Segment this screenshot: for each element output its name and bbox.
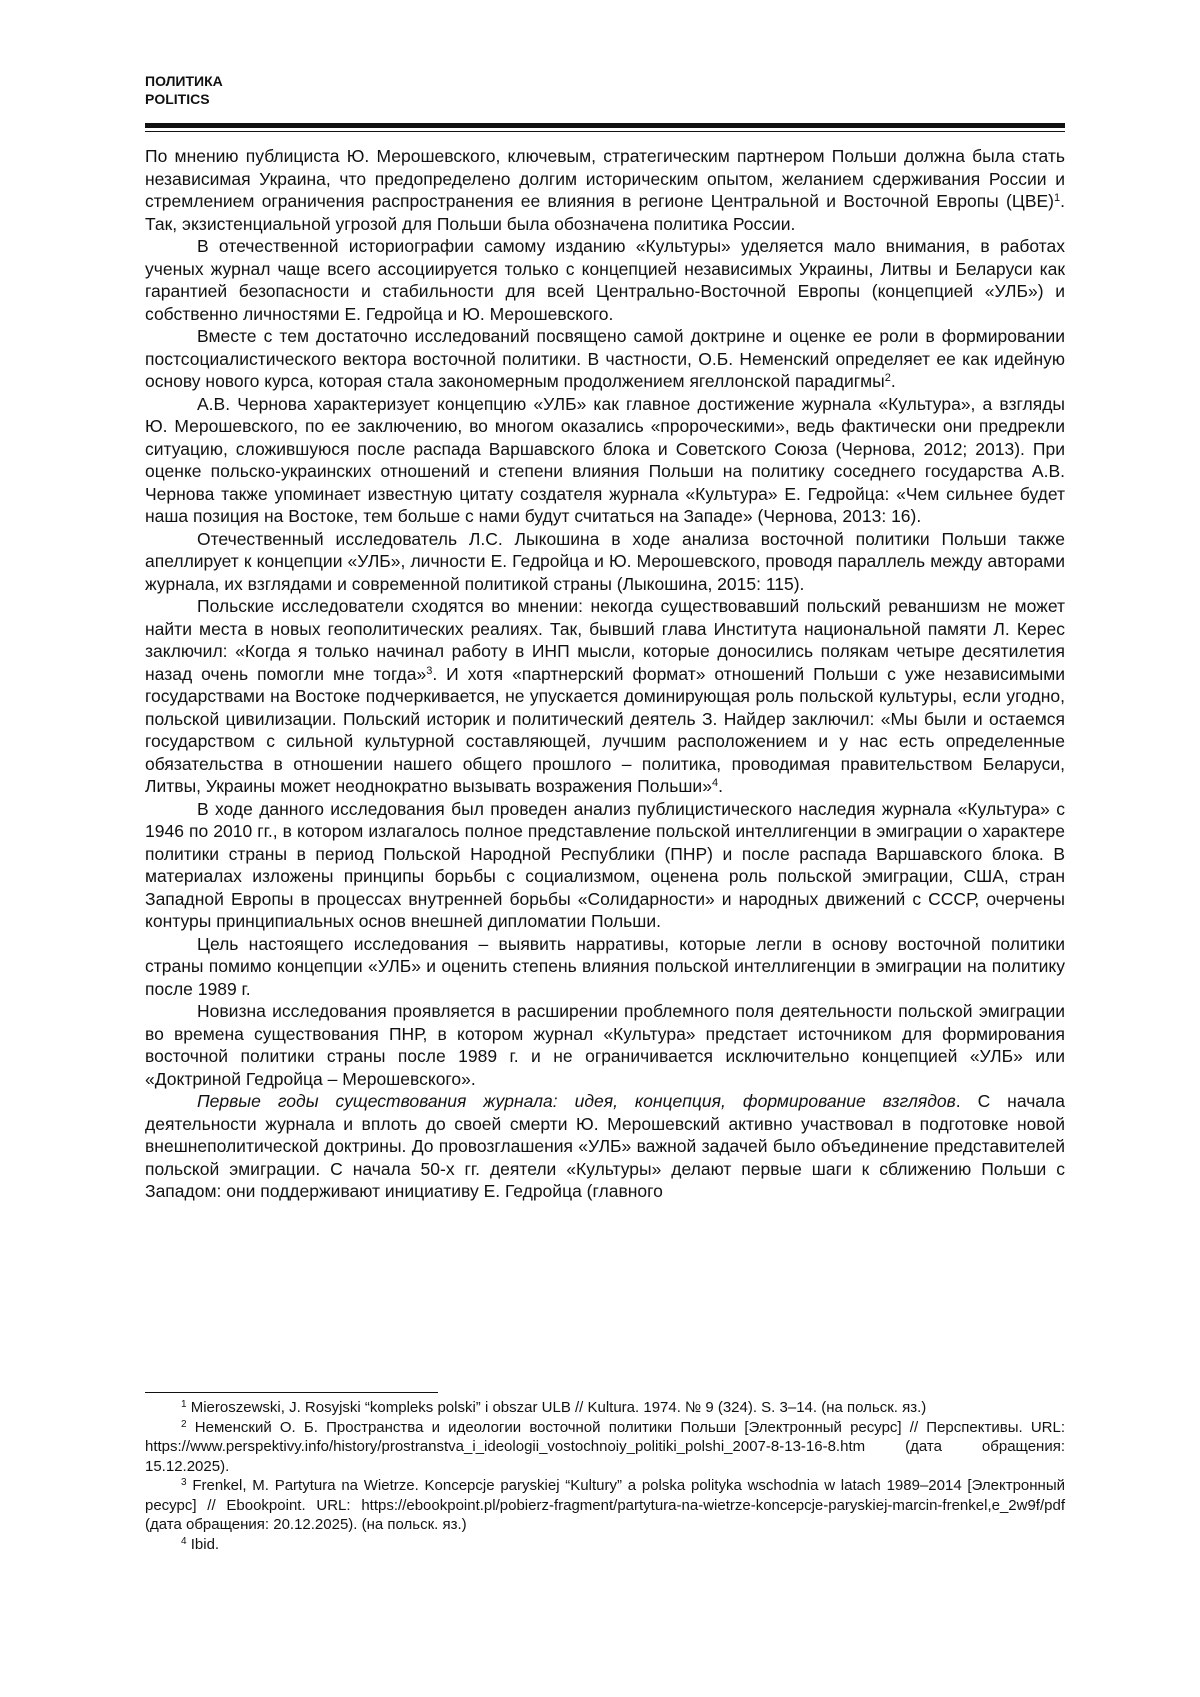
footnote-separator xyxy=(145,1392,438,1393)
paragraph: Отечественный исследователь Л.С. Лыкошина в ходе анализа восточной политики Польши также апеллирует к концепции «УЛБ», личности Е. Гедройца и Ю. Мерошевского, проводя параллель между авторами журнала, их взглядами и современной политикой страны (Лыкошина, 2015: 115). xyxy=(145,528,1065,594)
footnotes xyxy=(145,1398,1065,1554)
subsection-heading: Первые годы существования журнала: идея, концепция, формирование взглядов xyxy=(197,1091,956,1111)
footnote-number: 4 xyxy=(181,1535,187,1547)
footnote: $^3$ Frenkel, M. Partytura na Wietrze. Koncepcje paryskiej “Kultury” a polska polityka wschodnia w latach 1989–2014 [Электронный ресурс] // Ebookpoint. URL: https://ebookpoint.pl/pobierz-fragment/partytura-na-wietrze-koncepcje-paryskiej-marcin-frenkel,e_2w9f/pdf (дата обращения: 20.12.2025). (на польск. яз.) xyxy=(145,1477,1065,1533)
paragraph: По мнению публициста Ю. Мерошевского, ключевым, стратегическим партнером Польши должна была стать независимая Украина, что предопределено долгим историческим опытом, желанием сдерживания России и стремлением ограничения распространения ее влияния в регионе Центральной и Восточной Европы (ЦВЕ)$^1$. Так, экзистенциальной угрозой для Польши была обозначена политика России. xyxy=(145,146,1065,234)
header-rule-thick xyxy=(145,123,1065,128)
footnote-ref[interactable]: 1 xyxy=(1054,192,1061,204)
paragraph: В отечественной историографии самому изданию «Культуры» уделяется мало внимания, в работах ученых журнал чаще всего ассоциируется только с концепцией независимых Украины, Литвы и Беларуси как гарантией безопасности и стабильности для всей Центрально-Восточной Европы (концепцией «УЛБ») и собственно личностями Е. Гедройца и Ю. Мерошевского. xyxy=(145,236,1065,324)
section-title-ru: ПОЛИТИКА xyxy=(145,73,223,89)
footnote: $^1$ Mieroszewski, J. Rosyjski “kompleks polski” i obszar ULB // Kultura. 1974. № 9 (324). S. 3–14. (на польск. яз.) xyxy=(181,1399,927,1416)
paragraph: Новизна исследования проявляется в расширении проблемного поля деятельности польской эмиграции во времена существования ПНР, в котором журнал «Культура» предстает источником для формирования восточной политики страны после 1989 г. и не ограничивается исключительно концепцией «УЛБ» или «Доктриной Гедройца – Мерошевского». xyxy=(145,1001,1065,1089)
paragraph: Польские исследователи сходятся во мнении: некогда существовавший польский реваншизм не может найти места в новых геополитических реалиях. Так, бывший глава Института национальной памяти Л. Керес заключил: «Когда я только начинал работу в ИНП мысли, которые доносились полякам четыре десятилетия назад очень помогли мне тогда»$^3$. И хотя «партнерский формат» отношений Польши с уже независимыми государствами на Востоке подчеркивается, не упускается доминирующая роль польской культуры, если угодно, польской цивилизации. Польский историк и политический деятель З. Найдер заключил: «Мы были и остаемся государством с сильной культурной составляющей, лучшим расположением и у нас есть определенные обязательства в отношении нашего общего прошлого – политика, проводимая правительством Беларуси, Литвы, Украины может неоднократно вызывать возражения Польши»$^4$. xyxy=(145,596,1065,796)
footnote-ref[interactable]: 3 xyxy=(426,664,433,677)
footnote: $^2$ Неменский О. Б. Пространства и идеологии восточной политики Польши [Электронный ресурс] // Перспективы. URL: https://www.perspektivy.info/history/prostranstva_i_ideologii_vostochnoiy_politiki_polshi_2007-8-13-16-8.htm (дата обращения: 15.12.2025). xyxy=(145,1418,1066,1475)
footnote-number: 3 xyxy=(181,1477,187,1488)
footnote-number: 1 xyxy=(181,1399,187,1410)
paragraph: Вместе с тем достаточно исследований посвящено самой доктрине и оценке ее роли в формировании постсоциалистического вектора восточной политики. В частности, О.Б. Неменский определяет ее как идейную основу нового курса, которая стала закономерным продолжением ягеллонской парадигмы$^2$. xyxy=(145,326,1065,391)
paragraph: Цель настоящего исследования – выявить нарративы, которые легли в основу восточной политики страны помимо концепции «УЛБ» и оценить степень влияния польской интеллигенции в эмиграции на политику после 1989 г. xyxy=(145,933,1065,999)
paragraph: В ходе данного исследования был проведен анализ публицистического наследия журнала «Культура» с 1946 по 2010 гг., в котором излагалось полное представление польской интеллигенции в эмиграции о характере политики страны в период Польской Народной Республики (ПНР) и после распада Варшавского блока. В материалах изложены принципы борьбы с социализмом, оценена роль польской эмиграции, США, стран Западной Европы в процессах внутренней борьбы «Солидарности» и народных движений с СССР, очерчены контуры принципиальных основ внешней дипломатии Польши. xyxy=(145,798,1065,931)
footnote-number: 2 xyxy=(181,1418,187,1430)
running-head xyxy=(145,72,223,108)
header-rule-thin xyxy=(145,131,1065,132)
footnote-ref[interactable]: 4 xyxy=(711,777,719,789)
footnote-ref[interactable]: 2 xyxy=(884,372,891,384)
article-body xyxy=(145,145,1065,1203)
section-title-en: POLITICS xyxy=(145,91,210,107)
footnote: $^4$ Ibid. xyxy=(181,1535,220,1553)
paragraph: А.В. Чернова характеризует концепцию «УЛБ» как главное достижение журнала «Культура», а взгляды Ю. Мерошевского, по ее заключению, во многом оказались «пророческими», ведь фактически они предрекли ситуацию, сложившуюся после распада Варшавского блока и Советского Союза (Чернова, 2012; 2013). При оценке польско-украинских отношений и степени влияния Польши на политику соседнего государства А.В. Чернова также упоминает известную цитату создателя журнала «Культура» Е. Гедройца: «Чем сильнее будет наша позиция на Востоке, тем больше с нами будут считаться на Западе» (Чернова, 2013: 16). xyxy=(145,393,1065,526)
paragraph: Первые годы существования журнала: идея, концепция, формирование взглядов. С начала деятельности журнала и вплоть до своей смерти Ю. Мерошевский активно участвовал в подготовке новой внешнеполитической доктрины. До провозглашения «УЛБ» важной задачей было объединение представителей польской эмиграции. С начала 50-х гг. деятели «Культуры» делают первые шаги к сближению Польши с Западом: они поддерживают инициативу Е. Гедройца (главного xyxy=(145,1091,1065,1201)
